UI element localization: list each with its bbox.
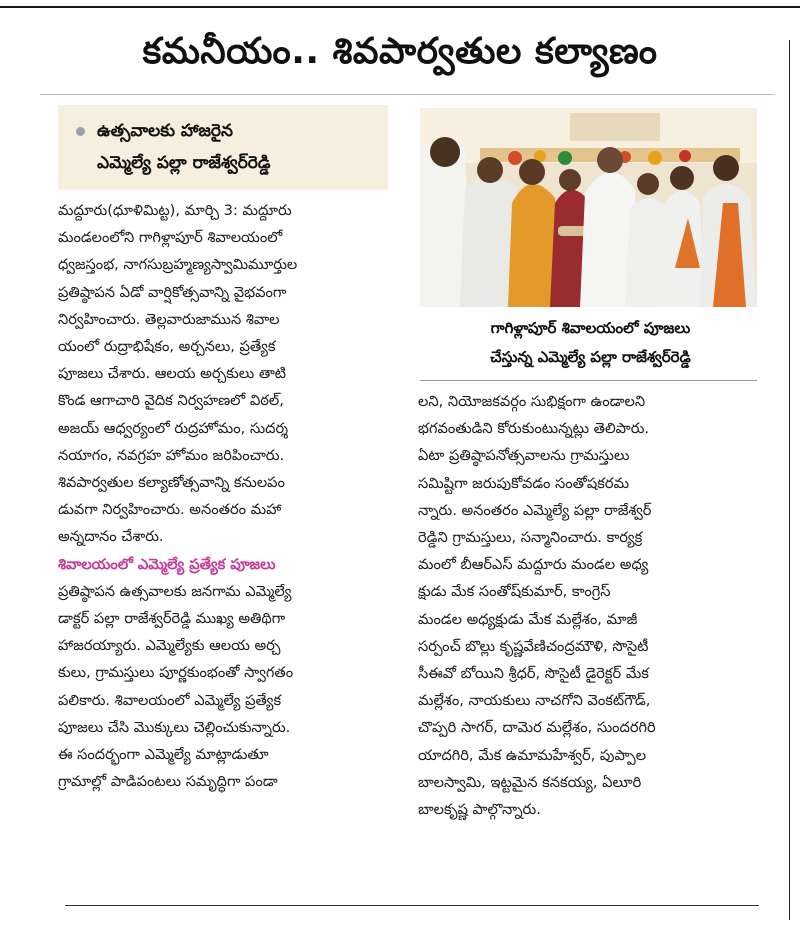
photo-caption [418,314,763,372]
headline-rule [40,94,775,95]
column-rule [789,40,790,920]
article-line: హాజరయ్యారు. ఎమ్మెల్యేకు ఆలయ అర్చ [58,637,281,655]
article-line: ఈ సందర్భంగా ఎమ్మెల్యే మాట్లాడుతూ [58,746,269,764]
article-line: అజయ్ ఆధ్వర్యంలో రుద్రహోమం, సుదర్శ [58,419,289,437]
article-line: బాలకృష్ణ పాల్గొన్నారు. [418,801,541,819]
article-line: యాదగిరి, మేక ఉమామహేశ్వర్, పుప్పాల [418,746,647,764]
highlight-line-1: ఉత్సవాలకు హాజరైన [97,121,233,141]
article-line: మండల అధ్యక్షుడు మేక మల్లేశం, మాజీ [418,610,638,628]
article-line: మల్లేశం, నాయకులు నాచగోని వెంకట్‌గౌడ్, [418,692,651,710]
article-line: లని, నియోజకవర్గం సుభిక్షంగా ఉండాలని [418,393,646,410]
article-line: చొప్పరి సాగర్, దామెర మల్లేశం, సుందరగిరి [418,719,656,737]
bottom-rule [65,905,759,906]
caption-rule [420,380,757,381]
article-line: భగవంతుడిని కోరుకుంటున్నట్లు తెలిపారు. [418,420,650,438]
article-line: సర్పంచ్ బొల్లు కృష్ణవేణిచంద్రమౌళి, సొసైటీ [418,637,649,655]
event-photo [420,108,757,307]
article-right-column [418,388,763,823]
caption-line-1: గాగిళ్లాపూర్ శివాలయంలో పూజలు [490,319,691,337]
subheading: శివాలయంలో ఎమ్మెల్యే ప్రత్యేక పూజలు [58,555,276,573]
article-line: న్నారు. అనంతరం ఎమ్మెల్యే పల్లా రాజేశ్వర్ [418,501,652,519]
highlight-box [58,105,388,190]
article-line: ధ్వజస్తంభ, నాగసుబ్రహ్మణ్యస్వామిమూర్తుల [58,256,298,274]
article-line: గ్రామాల్లో పాడిపంటలు సమృద్ధిగా పండా [58,773,278,791]
article-line: క్షుడు మేక సంతోష్‌కుమార్, కాంగ్రెస్ [418,583,611,601]
article-line: సీఈవో బోయిని శ్రీధర్, సొసైటీ డైరెక్టర్ మేక [418,665,649,683]
article-line: నయాగం, నవగ్రహ హోమం జరిపించారు. [58,446,285,464]
article-line: మండలంలోని గాగిళ్లాపూర్ శివాలయంలో [58,229,283,247]
article-line: పలికారు. శివాలయంలో ఎమ్మెల్యే ప్రత్యేక [58,691,282,709]
bullet-icon [76,127,85,136]
article-line: డాక్టర్ పల్లా రాజేశ్వర్‌రెడ్డి ముఖ్య అతిథిగా [58,610,286,628]
article-line: నిర్వహించారు. తెల్లవారుజామున శివాల [58,310,280,328]
article-line: ఏటా ప్రతిష్ఠాపనోత్సవాలను గ్రామస్తులు [418,447,630,465]
article-line: కులు, గ్రామస్తులు పూర్ణకుంభంతో స్వాగతం [58,664,294,682]
article-line: కొండ ఆగాచారి వైదిక నిర్వహణలో విఠల్, [58,392,284,410]
article-line: పూజలు చేసి మొక్కులు చెల్లించుకున్నారు. [58,718,291,736]
article-line: బాలస్వామి, ఇట్టమైన కనకయ్య, ఏలూరి [418,773,642,791]
article-line: ప్రతిష్ఠాపన ఏడో వార్షికోత్సవాన్ని వైభవంగా [58,283,287,301]
headline: కమనీయం.. శివపార్వతుల కల్యాణం [142,31,658,72]
highlight-line-2: ఎమ్మెల్యే పల్లా రాజేశ్వర్‌రెడ్డి [97,153,271,173]
article-left-column [58,197,398,795]
article-line: అన్నదానం చేశారు. [58,528,164,546]
article-line: పూజలు చేశారు. ఆలయ అర్చకులు తాటి [58,365,287,383]
article-line: ప్రతిష్ఠాపన ఉత్సవాలకు జనగామ ఎమ్మెల్యే [58,582,292,600]
article-line: యంలో రుద్రాభిషేకం, అర్చనలు, ప్రత్యేక [58,338,276,356]
article-line: సమిష్టిగా జరుపుకోవడం సంతోషకరమ [418,474,630,492]
caption-line-2: చేస్తున్న ఎమ్మెల్యే పల్లా రాజేశ్వర్‌రెడ్డి [490,348,691,366]
article-line: మద్దూరు(ధూళిమిట్ట), మార్చి 3: మద్దూరు [58,202,292,219]
top-rule [0,6,800,8]
article-line: మంలో బీఆర్ఎస్ మద్దూరు మండల అధ్య [418,556,649,574]
article-line: శివపార్వతుల కల్యాణోత్సవాన్ని కనులపం [58,474,285,492]
article-line: డువగా నిర్వహించారు. అనంతరం మహా [58,501,282,519]
article-line: రెడ్డిని గ్రామస్తులు, సన్మానించారు. కార్యక్ర [418,529,643,547]
